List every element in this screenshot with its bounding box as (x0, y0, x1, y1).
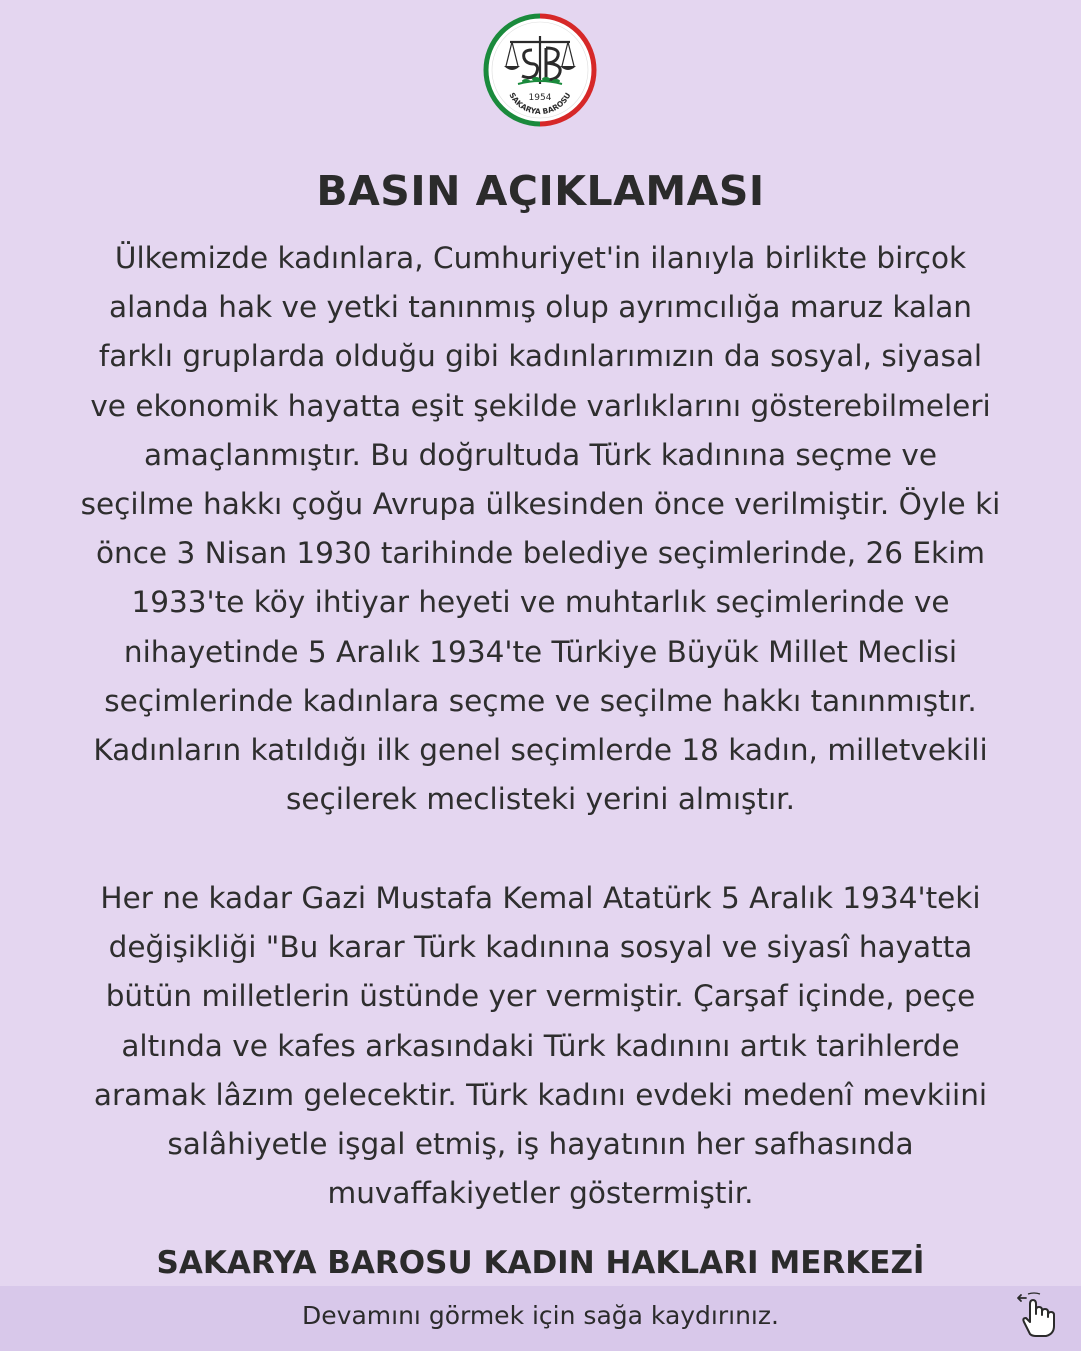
text-line: salâhiyetle işgal etmiş, iş hayatının her safhasında (167, 1127, 914, 1162)
logo-name: SAKARYA BAROSU (507, 91, 573, 117)
text-line: altında ve kafes arkasındaki Türk kadınını artık tarihlerde (121, 1028, 960, 1063)
text-line: 1933'te köy ihtiyar heyeti ve muhtarlık seçimlerinde ve (131, 585, 950, 620)
paragraph-1 (20, 234, 1061, 824)
bar-association-logo (482, 12, 598, 128)
text-line: seçilerek meclisteki yerini almıştır. (286, 782, 795, 817)
text-line: amaçlanmıştır. Bu doğrultuda Türk kadınına seçme ve (143, 437, 938, 472)
text-line: Her ne kadar Gazi Mustafa Kemal Atatürk 5 Aralık 1934'teki (100, 881, 981, 915)
text-line: Kadınların katıldığı ilk genel seçimlerde 18 kadın, milletvekili (93, 733, 988, 768)
logo-year: 1954 (528, 93, 552, 103)
text-line: seçilme hakkı çoğu Avrupa ülkesinden önce verilmiştir. Öyle ki (80, 487, 1001, 522)
text-line: nihayetinde 5 Aralık 1934'te Türkiye Büyük Millet Meclisi (123, 634, 958, 669)
signature-heading: SAKARYA BAROSU KADIN HAKLARI MERKEZİ (156, 1245, 925, 1281)
text-line: muvaffakiyetler göstermiştir. (327, 1176, 754, 1211)
text-line: önce 3 Nisan 1930 tarihinde belediye seçimlerinde, 26 Ekim (95, 536, 986, 571)
text-line: seçimlerinde kadınlara seçme ve seçilme hakkı tanınmıştır. (104, 683, 977, 718)
text-line: farklı gruplarda olduğu gibi kadınlarımızın da sosyal, siyasal (98, 339, 983, 374)
logo-seal-icon (482, 12, 598, 128)
swipe-hint: Devamını görmek için sağa kaydırınız. (302, 1301, 779, 1330)
text-line: bütün milletlerin üstünde yer vermiştir. Çarşaf içinde, peçe (105, 979, 976, 1014)
page-title: BASIN AÇIKLAMASI (316, 167, 765, 215)
paragraph-2 (20, 874, 1061, 1218)
swipe-hand-icon[interactable] (1010, 1290, 1060, 1340)
text-line: aramak lâzım gelecektir. Türk kadını evdeki medenî mevkiini (93, 1077, 988, 1112)
text-line: alanda hak ve yetki tanınmış olup ayrımcılığa maruz kalan (109, 290, 972, 325)
text-line: Ülkemizde kadınlara, Cumhuriyet'in ilanıyla birlikte birçok (114, 241, 967, 275)
text-line: değişikliği "Bu karar Türk kadınına sosyal ve siyasî hayatta (108, 930, 973, 965)
text-line: ve ekonomik hayatta eşit şekilde varlıklarını gösterebilmeleri (90, 388, 991, 423)
